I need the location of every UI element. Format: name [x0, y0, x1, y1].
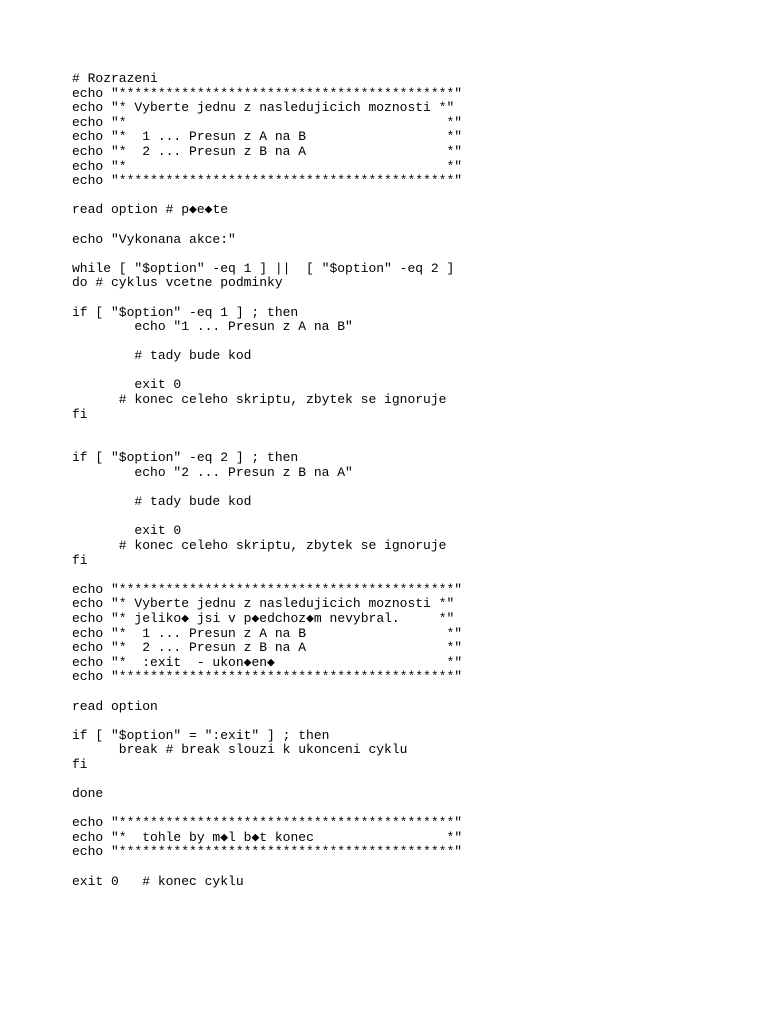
code-line — [72, 437, 752, 452]
code-line: # tady bude kod — [72, 348, 252, 364]
code-document — [72, 72, 752, 889]
code-line: echo "*******************************************" — [72, 815, 463, 831]
code-line: echo "*******************************************" — [72, 669, 463, 685]
code-line: echo "*******************************************" — [72, 85, 463, 101]
code-line: echo "* tohle by m◆l b◆t konec *" — [72, 829, 463, 845]
code-line: read option — [72, 698, 158, 714]
code-line: echo "* :exit - ukon◆en◆ *" — [72, 654, 463, 670]
code-line: echo "* 1 ... Presun z A na B *" — [72, 625, 463, 641]
code-line — [72, 714, 752, 729]
code-line: fi — [72, 406, 88, 422]
code-line: echo "* 2 ... Presun z B na A *" — [72, 143, 463, 159]
code-line: echo "* 2 ... Presun z B na A *" — [72, 640, 463, 656]
code-line: break # break slouzi k ukonceni cyklu — [72, 742, 408, 758]
code-line: done — [72, 786, 104, 802]
code-line — [72, 481, 752, 496]
code-line — [72, 568, 752, 583]
code-line — [72, 860, 752, 875]
code-line: echo "* 1 ... Presun z A na B *" — [72, 129, 463, 145]
code-line: echo "*******************************************" — [72, 173, 463, 189]
code-line — [72, 291, 752, 306]
code-line: echo "2 ... Presun z B na A" — [72, 465, 353, 481]
code-line: fi — [72, 756, 88, 772]
code-line: if [ "$option" -eq 2 ] ; then — [72, 450, 299, 466]
code-line — [72, 247, 752, 262]
code-line — [72, 364, 752, 379]
code-line: echo "*******************************************" — [72, 844, 463, 860]
code-line: do # cyklus vcetne podminky — [72, 275, 283, 291]
code-line: exit 0 — [72, 377, 182, 393]
code-line: # konec celeho skriptu, zbytek se ignoruje — [72, 392, 447, 408]
code-line — [72, 510, 752, 525]
code-line — [72, 218, 752, 233]
code-line: if [ "$option" -eq 1 ] ; then — [72, 304, 299, 320]
code-line — [72, 802, 752, 817]
code-line: echo "*******************************************" — [72, 581, 463, 597]
code-line: exit 0 — [72, 523, 182, 539]
code-line: echo "* Vyberte jednu z nasledujicich moznosti *" — [72, 596, 455, 612]
code-line: fi — [72, 552, 88, 568]
code-line — [72, 335, 752, 350]
code-line: while [ "$option" -eq 1 ] || [ "$option" -eq 2 ] — [72, 260, 455, 276]
code-line: echo "* *" — [72, 158, 463, 174]
code-line: # Rozrazeni — [72, 71, 158, 86]
code-line — [72, 422, 752, 437]
code-line: # tady bude kod — [72, 494, 252, 510]
code-line — [72, 773, 752, 788]
code-line: echo "* Vyberte jednu z nasledujicich moznosti *" — [72, 100, 455, 116]
code-line: echo "* *" — [72, 114, 463, 130]
code-line: read option # p◆e◆te — [72, 202, 229, 218]
code-line: if [ "$option" = ":exit" ] ; then — [72, 727, 330, 743]
code-line: # konec celeho skriptu, zbytek se ignoruje — [72, 538, 447, 553]
code-line: echo "Vykonana akce:" — [72, 231, 236, 247]
code-line: echo "* jeliko◆ jsi v p◆edchoz◆m nevybral. *" — [72, 610, 455, 626]
code-line: exit 0 # konec cyklu — [72, 873, 244, 889]
code-line — [72, 685, 752, 700]
code-line — [72, 189, 752, 204]
code-line: echo "1 ... Presun z A na B" — [72, 319, 353, 335]
